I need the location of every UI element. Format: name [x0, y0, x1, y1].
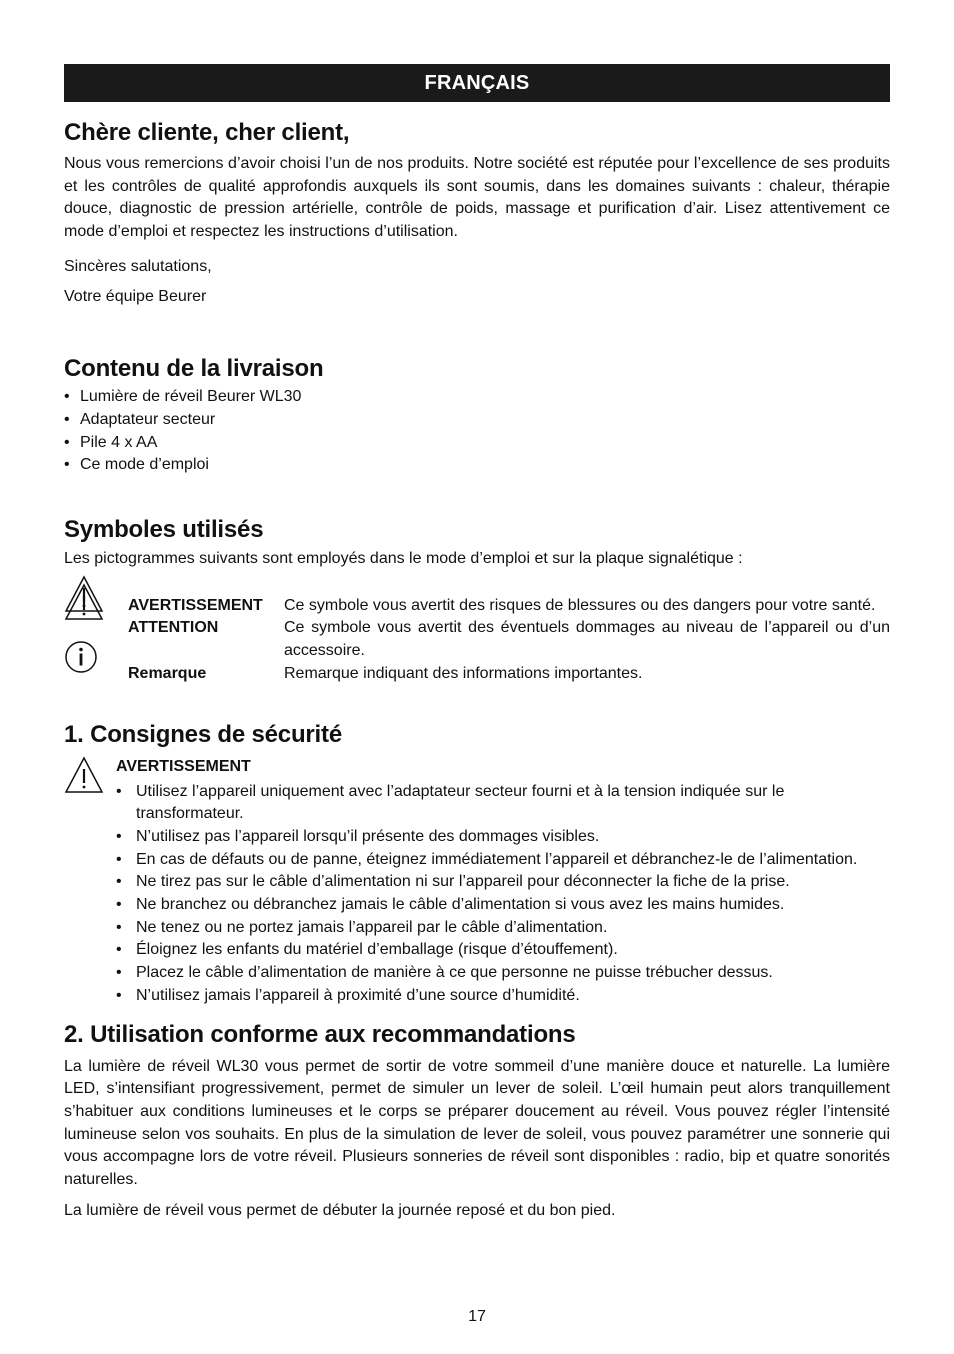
- language-header-bar: [64, 64, 890, 102]
- warning-label: AVERTISSEMENT: [116, 757, 251, 775]
- delivery-list: [64, 386, 890, 477]
- page-number: 17: [468, 1308, 486, 1325]
- list-item: • Lumière de réveil Beurer WL30: [64, 386, 890, 409]
- list-item: • Ce mode d’emploi: [64, 454, 890, 477]
- warning-triangle-icon: [64, 583, 104, 621]
- info-icon: [64, 640, 98, 674]
- symbols-intro: Les pictogrammes suivants sont employés dans le mode d’emploi et sur la plaque signalétique :: [64, 550, 743, 568]
- symbol-description: Ce symbole vous avertit des risques de blessures ou des dangers pour votre santé.: [284, 596, 876, 614]
- list-item: • Adaptateur secteur: [64, 409, 890, 432]
- symbol-row: [64, 595, 890, 618]
- list-item: • Ne branchez ou débranchez jamais le câble d’alimentation si vous avez les mains humides.: [116, 894, 890, 917]
- list-item: • Pile 4 x AA: [64, 432, 890, 455]
- signature-text: Votre équipe Beurer: [64, 287, 207, 305]
- list-item: • Ne tirez pas sur le câble d’alimentation ni sur l’appareil pour déconnecter la fiche de la prise.: [116, 871, 890, 894]
- symbol-row: [64, 663, 890, 686]
- list-item: • Éloignez les enfants du matériel d’emballage (risque d’étouffement).: [116, 939, 890, 962]
- symbol-term: ATTENTION: [128, 619, 219, 637]
- usage-paragraph: La lumière de réveil WL30 vous permet de sortir de votre sommeil d’une manière douce et naturelle. La lumière LED, s’intensifiant progressivement, permet de simuler un lever de soleil. L’œil humain peut alors tranquillement s’habituer aux conditions lumineuses et le corps se préparer doucement au réveil. Vous pouvez régler l’intensité lumineuse selon vos souhaits. En plus de la simulation de lever de soleil, vous pouvez paramétrer une sonnerie qui vous accompagne lors de votre réveil. Plusieurs sonneries de réveil sont disponibles : radio, bip et quatre sonorités naturelles.: [64, 1057, 890, 1189]
- usage-closing: La lumière de réveil vous permet de débuter la journée reposé et du bon pied.: [64, 1201, 616, 1219]
- greeting-text: Sincères salutations,: [64, 257, 212, 275]
- intro-heading: Chère cliente, cher client,: [64, 119, 350, 146]
- document-page: [64, 64, 890, 1223]
- warning-triangle-icon: [64, 756, 104, 794]
- list-item: • N’utilisez pas l’appareil lorsqu’il présente des dommages visibles.: [116, 826, 890, 849]
- usage-heading: 2. Utilisation conforme aux recommandations: [64, 1020, 576, 1048]
- safety-heading: 1. Consignes de sécurité: [64, 720, 342, 748]
- list-item: • Placez le câble d’alimentation de manière à ce que personne ne puisse trébucher dessus.: [116, 962, 890, 985]
- list-item: • Ne tenez ou ne portez jamais l’appareil par le câble d’alimentation.: [116, 917, 890, 940]
- safety-block: [64, 756, 890, 1008]
- list-item: • En cas de défauts ou de panne, éteignez immédiatement l’appareil et débranchez-le de l’alimentation.: [116, 849, 890, 872]
- symbol-term: Remarque: [128, 664, 207, 682]
- list-item: • N’utilisez jamais l’appareil à proximité d’une source d’humidité.: [116, 985, 890, 1008]
- symbol-row: [64, 617, 890, 662]
- symbol-description: Ce symbole vous avertit des éventuels dommages au niveau de l’appareil ou d’un accessoire.: [284, 619, 890, 660]
- delivery-heading: Contenu de la livraison: [64, 355, 324, 383]
- language-label: FRANÇAIS: [424, 71, 530, 94]
- symbol-term: AVERTISSEMENT: [128, 596, 263, 614]
- safety-list: [116, 781, 890, 1008]
- symbols-heading: Symboles utilisés: [64, 516, 264, 544]
- intro-paragraph: Nous vous remercions d’avoir choisi l’un de nos produits. Notre société est réputée pour l’excellence de ses produits et les contrôles de qualité approfondis auxquels ils sont soumis, dans les domaines suivants : chaleur, thérapie douce, diagnostic de pression artérielle, contrôle de poids, massage et purification d’air. Lisez attentivement ce mode d’emploi et respectez les instructions d’utilisation.: [64, 155, 890, 241]
- symbols-table: [64, 595, 890, 686]
- symbol-description: Remarque indiquant des informations importantes.: [284, 664, 643, 682]
- list-item: • Utilisez l’appareil uniquement avec l’adaptateur secteur fourni et à la tension indiquée sur le transformateur.: [116, 781, 890, 826]
